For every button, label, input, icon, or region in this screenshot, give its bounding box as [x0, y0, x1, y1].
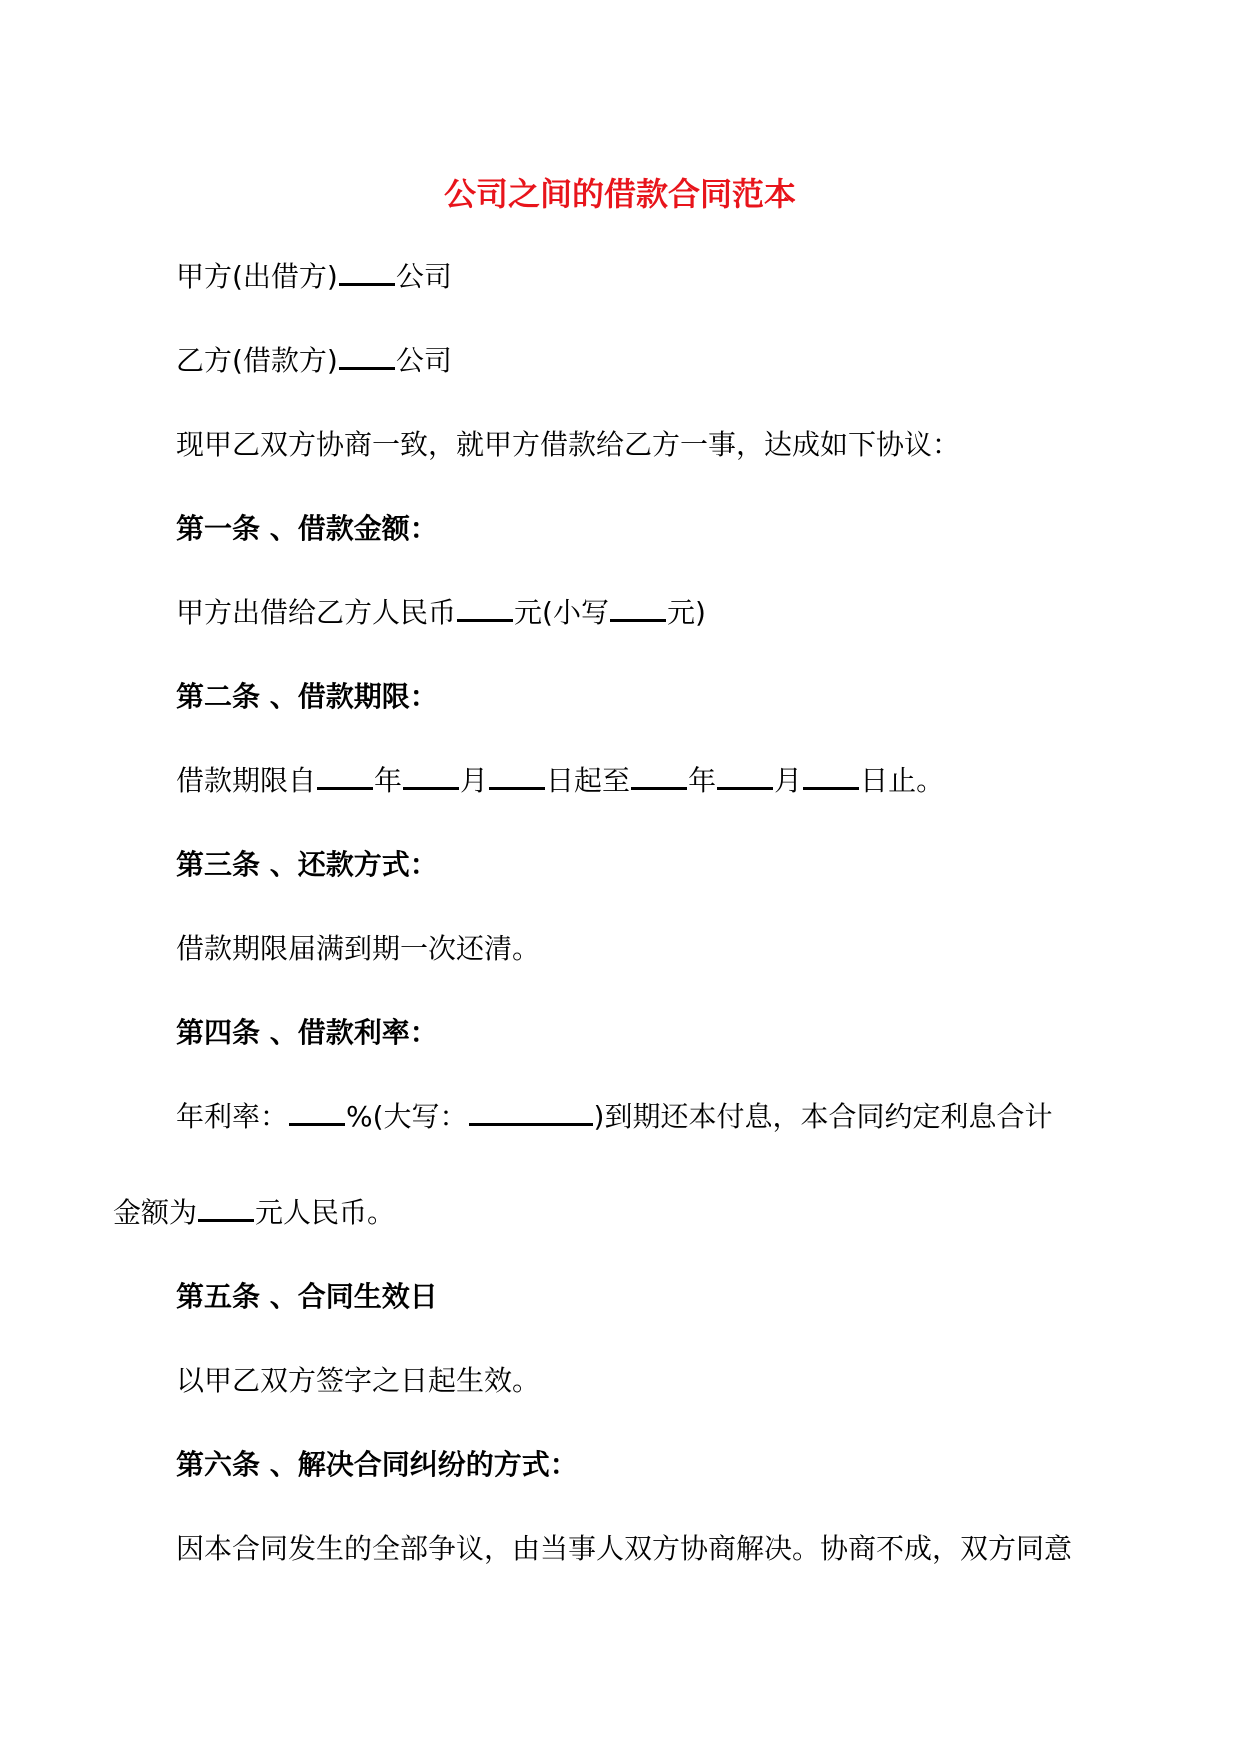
party-b-line — [176, 341, 452, 381]
start-day-blank — [489, 761, 545, 790]
rate-words-blank — [469, 1097, 593, 1126]
amount-figure-blank — [610, 593, 666, 622]
article-2-text: 借款期限自 — [176, 764, 317, 797]
document-title: 公司之间的借款合同范本 — [443, 175, 796, 213]
article-1-heading: 第一条 、借款金额： — [176, 512, 438, 545]
interest-total-blank — [198, 1193, 254, 1222]
party-a-suffix: 公司 — [395, 260, 452, 293]
party-b-name-blank — [339, 341, 395, 370]
start-month-blank — [403, 761, 459, 790]
end-day-blank — [803, 761, 859, 790]
article-2-text: 月 — [460, 764, 489, 797]
party-a-label: 甲方(出借方) — [176, 260, 338, 293]
article-3-heading: 第三条 、还款方式： — [176, 848, 438, 881]
article-2-text: 年 — [374, 764, 403, 797]
article-5-heading: 第五条 、合同生效日 — [176, 1280, 438, 1313]
article-6-body: 因本合同发生的全部争议，由当事人双方协商解决。协商不成，双方同意 — [176, 1532, 1073, 1565]
article-4-text: 金额为 — [113, 1196, 198, 1229]
article-2-text: 日起至 — [546, 764, 631, 797]
article-5-body: 以甲乙双方签字之日起生效。 — [176, 1364, 541, 1397]
rate-blank — [289, 1097, 345, 1126]
preamble: 现甲乙双方协商一致，就甲方借款给乙方一事，达成如下协议： — [176, 428, 961, 461]
end-month-blank — [717, 761, 773, 790]
article-4-heading: 第四条 、借款利率： — [176, 1016, 438, 1049]
party-b-label: 乙方(借款方) — [176, 344, 338, 377]
article-1-text: 甲方出借给乙方人民币 — [176, 596, 457, 629]
article-2-text: 日止。 — [860, 764, 945, 797]
article-1-text: 元) — [666, 596, 706, 629]
article-4-body-line1 — [176, 1097, 1052, 1137]
party-a-line — [176, 257, 452, 297]
article-3-body: 借款期限届满到期一次还清。 — [176, 932, 541, 965]
article-2-text: 年 — [688, 764, 717, 797]
article-2-heading: 第二条 、借款期限： — [176, 680, 438, 713]
party-a-name-blank — [339, 257, 395, 286]
amount-blank — [457, 593, 513, 622]
start-year-blank — [317, 761, 373, 790]
article-4-text: 元人民币。 — [255, 1196, 396, 1229]
article-1-text: 元(小写 — [514, 596, 609, 629]
article-6-heading: 第六条 、解决合同纠纷的方式： — [176, 1448, 578, 1481]
end-year-blank — [631, 761, 687, 790]
article-1-body — [176, 593, 706, 633]
article-4-text: )到期还本付息，本合同约定利息合计 — [593, 1100, 1053, 1133]
article-2-text: 月 — [774, 764, 803, 797]
article-4-text: %(大写： — [346, 1100, 468, 1133]
article-4-text: 年利率： — [176, 1100, 289, 1133]
article-4-body-line2 — [113, 1193, 395, 1233]
party-b-suffix: 公司 — [395, 344, 452, 377]
article-2-body — [176, 761, 944, 801]
